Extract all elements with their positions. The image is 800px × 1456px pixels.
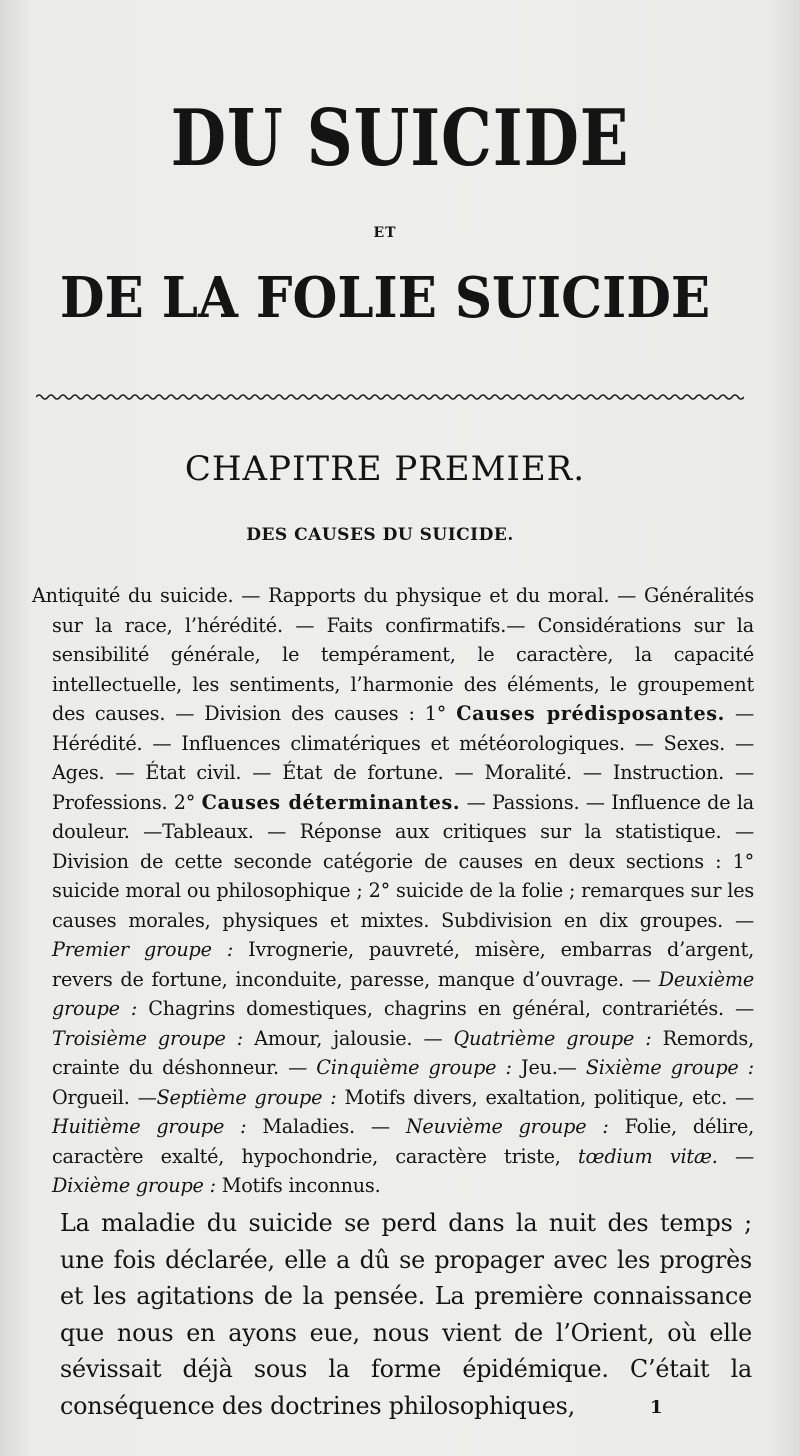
group-7-text: Motifs divers, exaltation, politique, etc. — xyxy=(336,1085,754,1109)
group-3-label: Troisième groupe : xyxy=(52,1026,244,1050)
chapter-heading: CHAPITRE PREMIER. xyxy=(184,449,586,489)
chapter-summary xyxy=(32,581,754,1201)
group-5-label: Cinquième groupe : xyxy=(316,1056,512,1079)
wavy-rule xyxy=(36,392,744,402)
group-2-label: Deuxième groupe : xyxy=(52,967,754,1020)
group-1-label: Premier groupe : xyxy=(52,938,234,961)
group-3-text: Amour, jalousie. — xyxy=(243,1026,454,1050)
body-paragraph: La maladie du suicide se perd dans la nuit des temps ; une fois déclarée, elle a dû se propager avec les progrès et les agitations de la pensée. La première connaissance que nous en ayons eue, nous vient de l’Orient, où elle sévissait déjà sous la forme épidémique. C’était la conséquence des doctrines philosophiques, xyxy=(60,1209,752,1420)
summary-part-2: — Hérédité. — Influences climatériques et météorologiques. — Sexes. — Ages. — État civil. — État de fortune. — Moralité. — Instruction. — Professions. 2° xyxy=(52,702,754,814)
group-9-end: — xyxy=(717,1144,754,1168)
group-4-text: Remords, crainte du déshonneur. — xyxy=(52,1026,754,1079)
causes-determinantes: Causes déterminantes. xyxy=(201,790,461,814)
group-10-text: Motifs inconnus. xyxy=(215,1174,381,1197)
group-5-text: Jeu.— xyxy=(511,1056,586,1079)
causes-predisposantes: Causes prédisposantes. xyxy=(456,702,725,725)
group-9-label: Neuvième groupe : xyxy=(405,1115,609,1138)
group-1-text: Ivrognerie, pauvreté, misère, embarras d’argent, revers de fortune, inconduite, paresse, manque d’ouvrage. — xyxy=(52,938,754,991)
group-8-label: Huitième groupe : xyxy=(52,1115,247,1138)
group-6-text: Orgueil. — xyxy=(52,1085,157,1109)
title-conjunction: ET xyxy=(373,225,397,241)
group-2-text: Chagrins domestiques, chagrins en général, contrariétés. — xyxy=(137,997,754,1020)
group-10-label: Dixième groupe : xyxy=(52,1174,216,1197)
page-number: 1 xyxy=(650,1397,663,1418)
book-title: DU SUICIDE xyxy=(170,93,630,184)
section-heading: DES CAUSES DU SUICIDE. xyxy=(246,525,514,545)
group-8-text: Maladies. — xyxy=(246,1115,406,1138)
group-7-label: Septième groupe : xyxy=(156,1085,337,1109)
summary-part-3: — Passions. — Influence de la douleur. —Tableaux. — Réponse aux critiques sur la statistique. — Division de cette seconde catégorie de causes en deux sections : 1° suicide moral ou philosophique ; 2° suicide de la folie ; remarques sur les causes morales, physiques et mixtes. Subdivision en dix groupes. — xyxy=(52,790,754,932)
book-subtitle: DE LA FOLIE SUICIDE xyxy=(59,265,711,331)
group-6-label: Sixième groupe : xyxy=(585,1056,755,1079)
group-4-label: Quatrième groupe : xyxy=(453,1026,652,1050)
group-9-text: Folie, délire, caractère exalté, hypochondrie, caractère triste, xyxy=(52,1115,755,1168)
summary-part-1: Antiquité du suicide. — Rapports du physique et du moral. — Généralités sur la race, l’hérédité. — Faits confirmatifs.— Considérations sur la sensibilité générale, le tempérament, le caractère, la capacité intellectuelle, les sentiments, l’harmonie des éléments, le groupement des causes. — Division des causes : 1° xyxy=(32,584,754,725)
taedium-vitae: tœdium vitæ. xyxy=(578,1144,718,1168)
